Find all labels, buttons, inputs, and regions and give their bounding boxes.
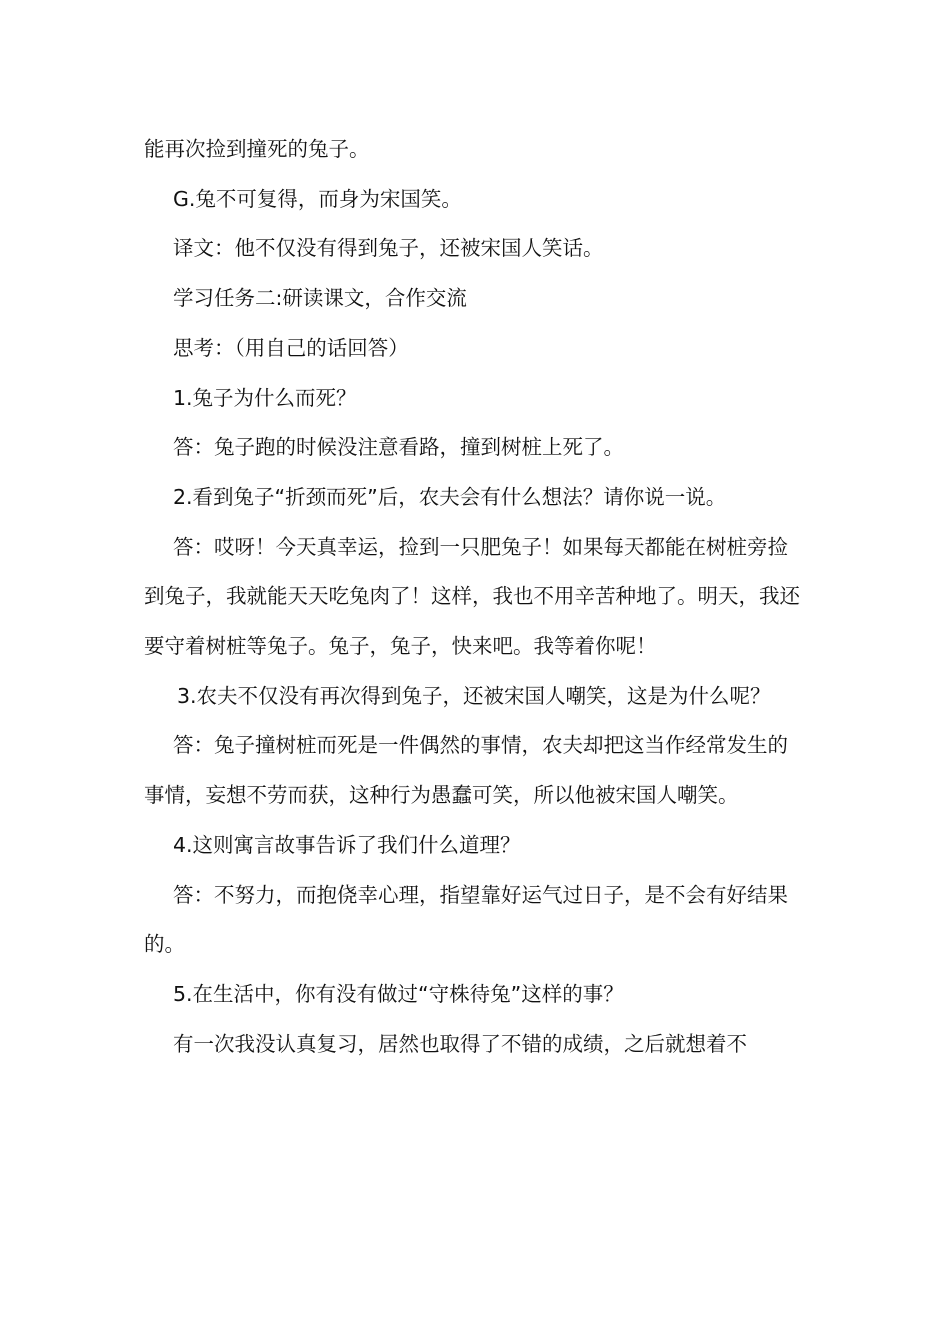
paragraph-think-prompt: 思考：（用自己的话回答） [173, 335, 409, 360]
question-5: 5.在生活中，你有没有做过“守株待兔”这样的事？ [173, 981, 624, 1006]
paragraph-original-g: G.兔不可复得，而身为宋国笑。 [173, 186, 462, 211]
answer-5: 有一次我没认真复习，居然也取得了不错的成绩，之后就想着不 [173, 1031, 747, 1056]
paragraph-translation: 译文：他不仅没有得到兔子，还被宋国人笑话。 [173, 236, 604, 261]
document-body [144, 125, 808, 1069]
question-3: 3.农夫不仅没有再次得到兔子，还被宋国人嘲笑，这是为什么呢？ [177, 683, 771, 708]
question-1: 1.兔子为什么而死？ [173, 385, 357, 410]
paragraph-task-heading: 学习任务二:研读课文，合作交流 [173, 286, 467, 311]
answer-4: 答：不努力，而抱侥幸心理，指望靠好运气过日子，是不会有好结果的。 [144, 882, 788, 957]
answer-1: 答：兔子跑的时候没注意看路，撞到树桩上死了。 [173, 435, 624, 460]
question-2: 2.看到兔子“折颈而死”后，农夫会有什么想法？请你说一说。 [173, 484, 727, 509]
answer-2: 答：哎呀！今天真幸运，捡到一只肥兔子！如果每天都能在树桩旁捡到兔子，我就能天天吃兔肉了！这样，我也不用辛苦种地了。明天，我还要守着树桩等兔子。兔子，兔子，快来吧。我等着你呢！ [144, 534, 800, 659]
answer-3: 答：兔子撞树桩而死是一件偶然的事情，农夫却把这当作经常发生的事情，妄想不劳而获，这种行为愚蠢可笑，所以他被宋国人嘲笑。 [144, 733, 788, 808]
question-4: 4.这则寓言故事告诉了我们什么道理？ [173, 832, 521, 857]
paragraph-continuation: 能再次捡到撞死的兔子。 [144, 137, 370, 161]
